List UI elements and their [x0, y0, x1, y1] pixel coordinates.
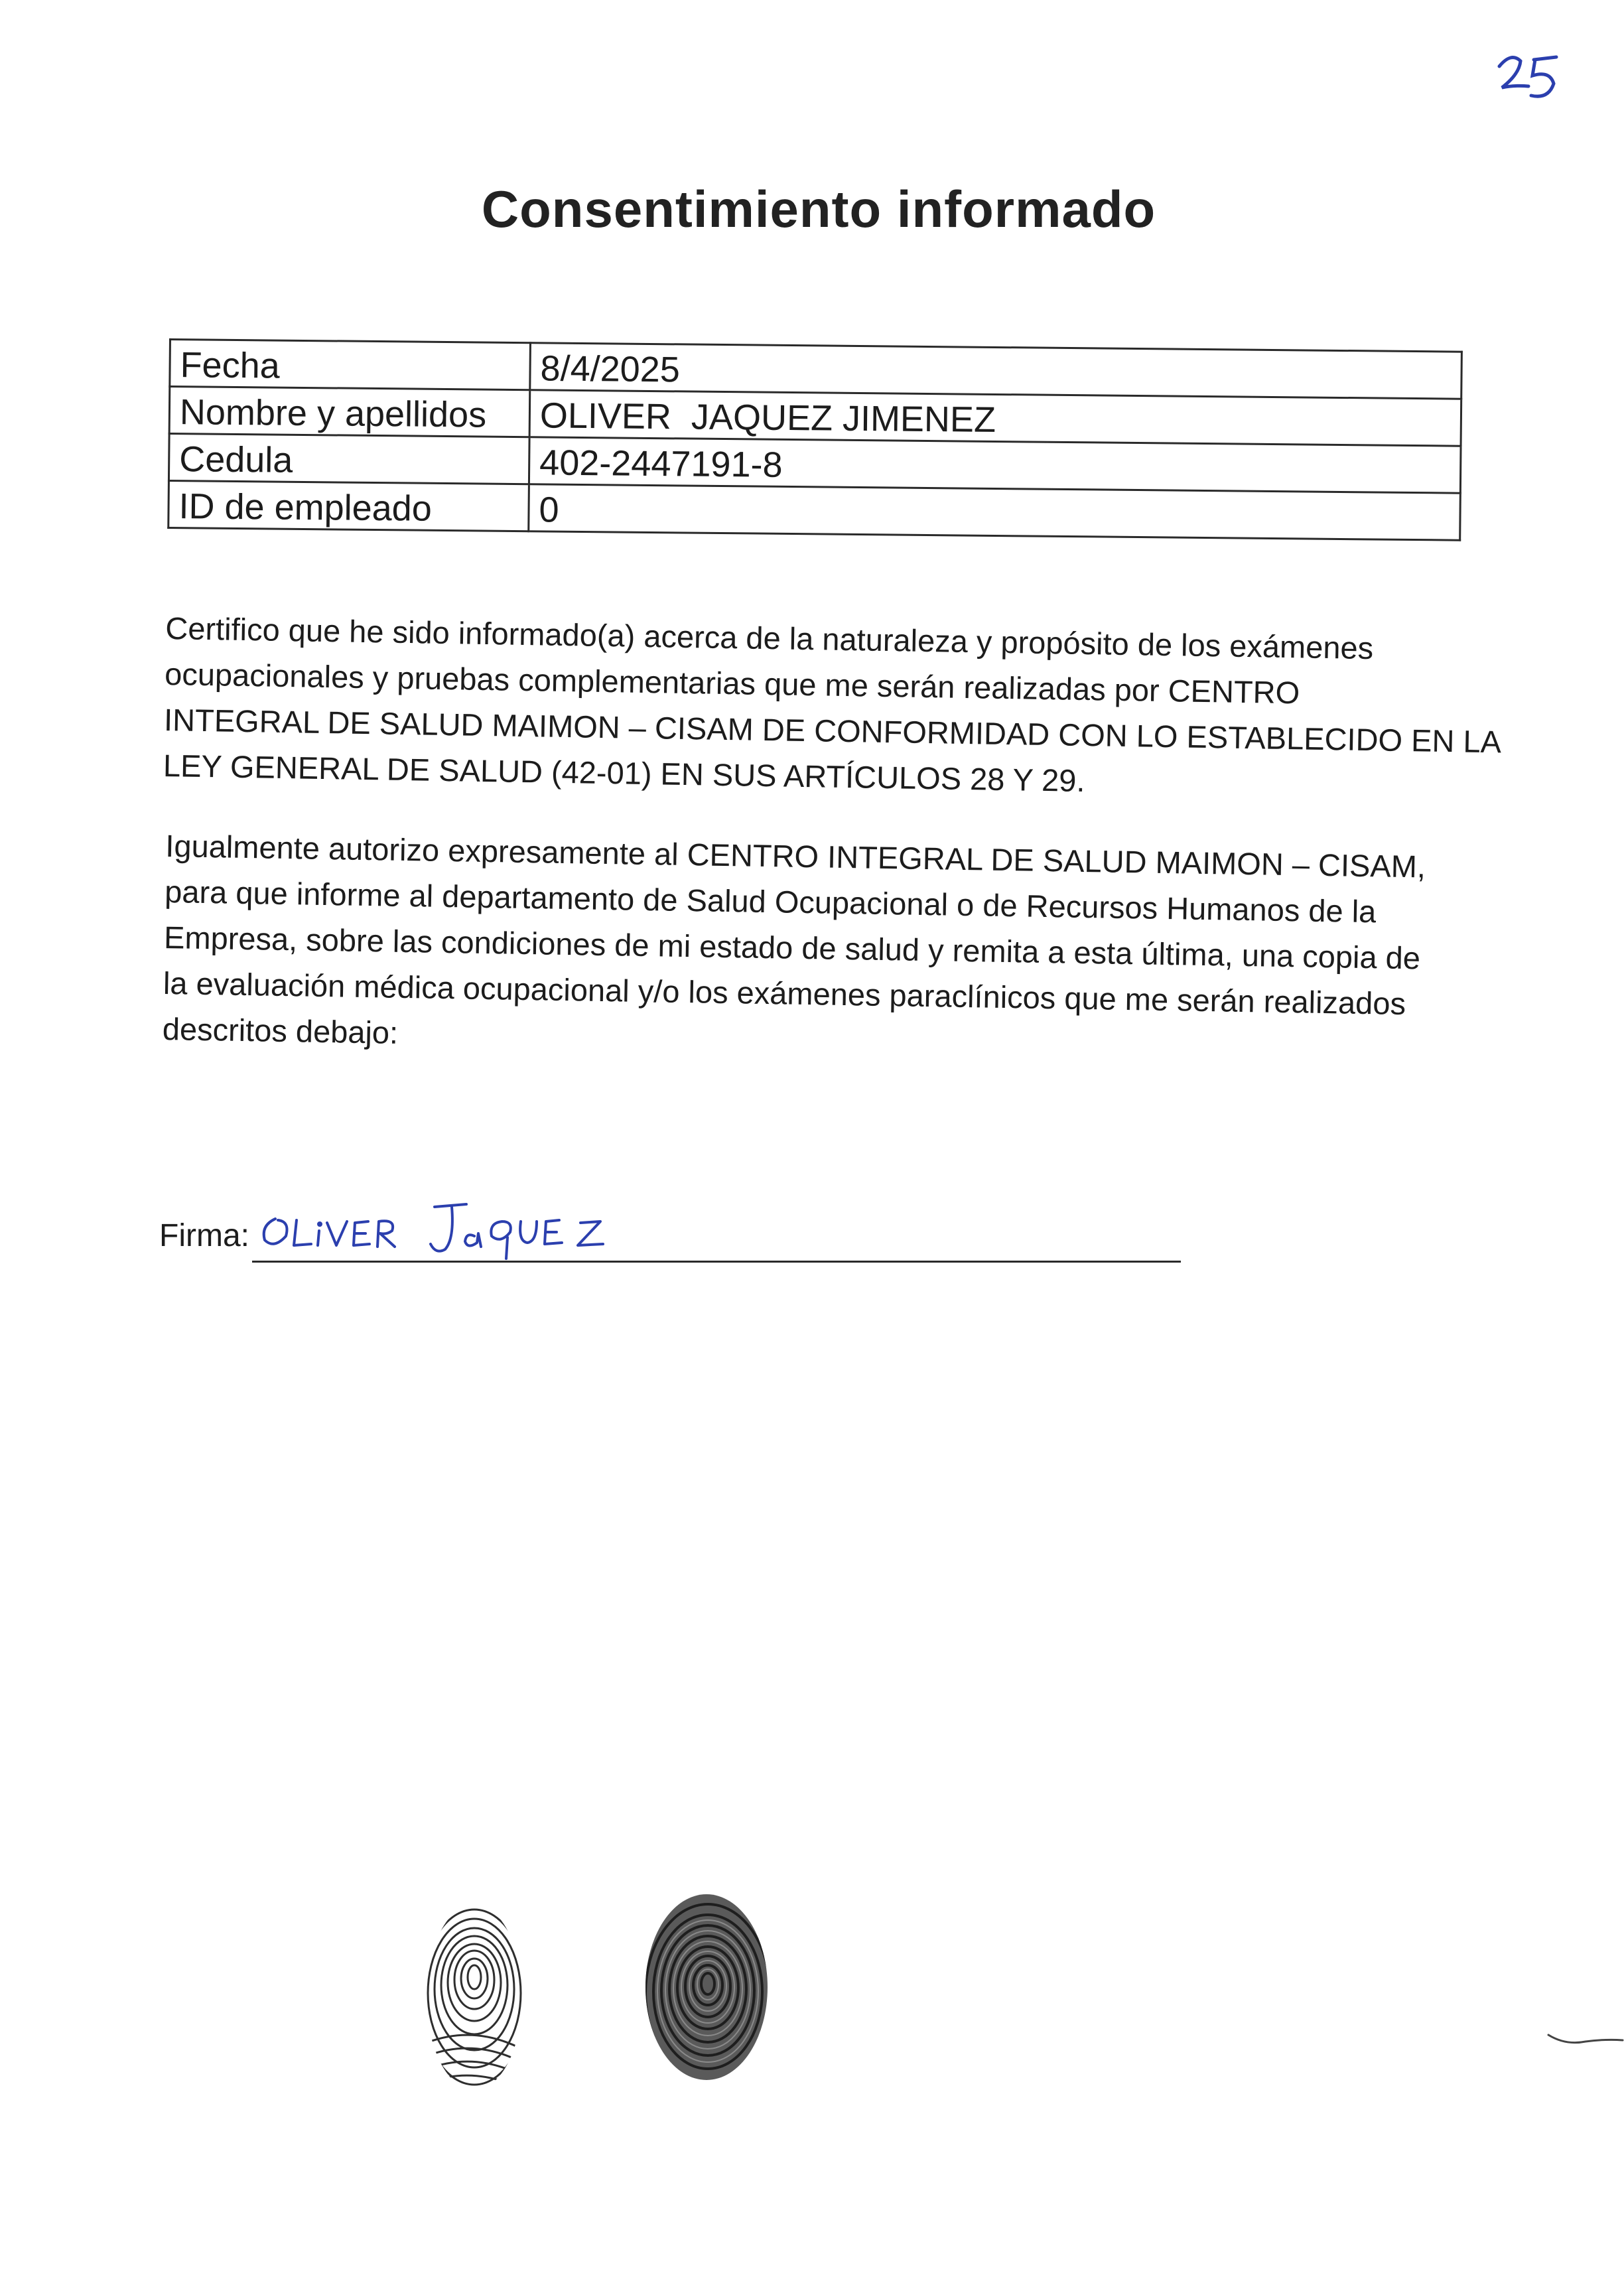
pen-stroke	[1546, 2027, 1624, 2053]
fingerprint-right-drawing	[634, 1884, 779, 2090]
left-fingerprint-image	[411, 1891, 537, 2103]
fecha-value: 8/4/2025	[530, 343, 1462, 399]
paragraph-line: la evaluación médica ocupacional y/o los exámenes paraclínicos que me serán realizados	[163, 965, 1406, 1022]
paragraph-line: Certifico que he sido informado(a) acerca de la naturaleza y propósito de los exámenes	[165, 610, 1374, 666]
nombre-label: Nombre y apellidos	[169, 387, 530, 437]
paragraph-line: ocupacionales y pruebas complementarias que me serán realizadas por CENTRO	[164, 656, 1300, 711]
paragraph-line: INTEGRAL DE SALUD MAIMON – CISAM DE CONFORMIDAD CON LO ESTABLECIDO EN LA	[163, 701, 1502, 760]
id-empleado-value: 0	[529, 484, 1461, 540]
page-number-handwriting	[1493, 46, 1566, 106]
handwritten-page-number	[1493, 46, 1566, 106]
paragraph-line: Igualmente autorizo expresamente al CENTRO INTEGRAL DE SALUD MAIMON – CISAM,	[165, 827, 1426, 884]
right-fingerprint-image	[634, 1884, 779, 2090]
authorization-paragraph	[162, 823, 1465, 1073]
cedula-label: Cedula	[169, 434, 529, 484]
signature-handwriting	[255, 1192, 627, 1265]
paragraph-line: LEY GENERAL DE SALUD (42-01) EN SUS ARTÍCULOS 28 Y 29.	[163, 747, 1085, 799]
id-empleado-label: ID de empleado	[169, 481, 529, 531]
fecha-label: Fecha	[170, 340, 531, 390]
paragraph-line: Empresa, sobre las condiciones de mi estado de salud y remita a esta última, una copia de	[163, 919, 1421, 976]
paragraph-line: para que informe al departamento de Salud Ocupacional o de Recursos Humanos de la	[164, 873, 1377, 930]
employee-info-table	[167, 338, 1463, 541]
cedula-value: 402-2447191-8	[529, 437, 1461, 493]
fingerprint-left-drawing	[411, 1891, 537, 2103]
pen-mark	[1546, 2027, 1624, 2053]
paragraph-line: descritos debajo:	[162, 1010, 399, 1050]
firma-label: Firma:	[159, 1218, 249, 1253]
certification-paragraph	[163, 605, 1502, 809]
document-title: Consentimiento informado	[481, 180, 1156, 238]
signature-row	[159, 1204, 1181, 1271]
handwritten-signature	[255, 1192, 627, 1265]
nombre-value: OLIVER JAQUEZ JIMENEZ	[529, 390, 1461, 446]
